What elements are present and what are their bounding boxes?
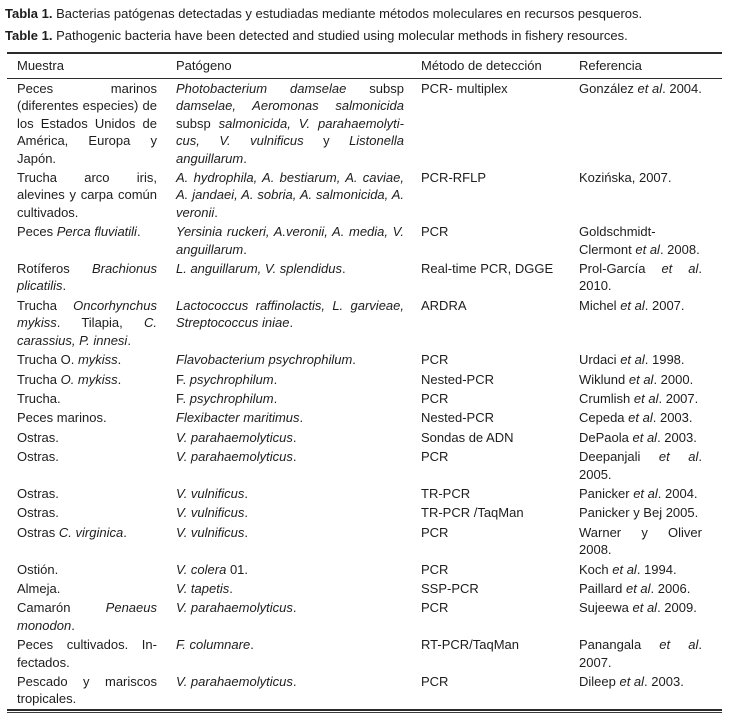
cell-muestra: Trucha O. mykiss. (17, 371, 122, 387)
cell-metodo: PCR-RFLP (421, 170, 487, 186)
cell-patogeno: F. columnare. (176, 637, 254, 653)
cell-metodo: ARDRA (421, 297, 467, 313)
cell-patogeno: Photobacterium damselae subsp damselae, Aeromonas salmonicida subsp salmonicida, V. parahaemolyticus, V. vulnificus y Listonella anguillarum. (176, 81, 404, 166)
cell-metodo: Sondas de ADN (421, 429, 514, 445)
cell-referencia: DePaola et al. 2003. (579, 429, 697, 445)
table-row (7, 296, 722, 350)
caption-spanish-text: Bacterias patógenas detectadas y estudiadas mediante métodos moleculares en recursos pesqueros. (56, 6, 643, 21)
table-row (7, 389, 722, 408)
cell-metodo: PCR (421, 524, 449, 540)
cell-referencia: Deepanjali et al. 2005. (579, 449, 702, 482)
cell-patogeno: F. psychrophilum. (176, 371, 278, 387)
cell-metodo: PCR (421, 224, 449, 240)
column-header-referencia: Referencia (578, 53, 722, 79)
cell-referencia: Panicker y Bej 2005. (579, 505, 699, 521)
cell-patogeno: Flexibacter maritimus. (176, 410, 304, 426)
cell-metodo: PCR (421, 600, 449, 616)
cell-patogeno: V. parahaemolyticus. (176, 429, 297, 445)
column-header-patogeno: Patógeno (175, 53, 420, 79)
cell-metodo: PCR (421, 674, 449, 689)
table-row (7, 350, 722, 369)
caption-english (5, 28, 726, 44)
cell-referencia: Warner y Oliver 2008. (579, 524, 702, 558)
cell-referencia: Panicker et al. 2004. (579, 485, 698, 501)
cell-patogeno: V. vulnificus. (176, 485, 249, 501)
cell-patogeno: V. parahaemolyticus. (176, 449, 297, 465)
cell-metodo: TR-PCR /TaqMan (421, 505, 524, 521)
cell-metodo: Nested-PCR (421, 410, 494, 426)
caption-english-text: Pathogenic bacteria have been detected and studied using molecular methods in fishery resources. (56, 28, 628, 43)
table-header (7, 53, 722, 79)
table-row (7, 560, 722, 579)
cell-patogeno: V. vulnificus. (176, 524, 249, 540)
cell-muestra: Trucha. (17, 390, 61, 406)
cell-patogeno: A. hydrophila, A. bestiarum, A. caviae, A. jandaei, A. sobria, A. salmonicida, A. veronii. (176, 170, 404, 220)
cell-referencia: Prol-García et al. 2010. (579, 261, 702, 294)
table-row (7, 579, 722, 598)
cell-muestra: Peces marinos. (17, 410, 107, 426)
table-row (7, 672, 722, 710)
table-row (7, 523, 722, 560)
cell-referencia: Koch et al. 1994. (579, 561, 677, 577)
cell-referencia: Panangala et al. 2007. (579, 637, 703, 670)
cell-patogeno: V. parahaemolyticus. (176, 600, 297, 616)
table-row (7, 222, 722, 259)
cell-metodo: PCR- multiplex (421, 81, 508, 96)
cell-referencia: González et al. 2004. (579, 81, 702, 96)
cell-referencia: Dileep et al. 2003. (579, 674, 684, 689)
table-row (7, 79, 722, 169)
cell-muestra: Ostras. (17, 429, 59, 445)
cell-metodo: PCR (421, 390, 449, 406)
cell-muestra: Ostras. (17, 505, 59, 521)
table-row (7, 447, 722, 484)
table-row (7, 259, 722, 296)
cell-muestra: Ostras C. virginica. (17, 524, 127, 540)
table-header-row (7, 53, 722, 79)
cell-metodo: Nested-PCR (421, 371, 494, 387)
cell-muestra: Peces marinos (diferentes especies) de los Estados Unidos de América, Europa y Japón. (17, 81, 157, 166)
cell-muestra: Trucha O. mykiss. (17, 352, 122, 368)
caption-spanish-label: Tabla 1. (5, 6, 53, 21)
table-row (7, 484, 722, 503)
cell-patogeno: Yersinia ruckeri, A.veronii, A. media, V. anguillarum. (176, 224, 404, 257)
cell-muestra: Ostras. (17, 485, 59, 501)
cell-metodo: TR-PCR (421, 485, 471, 501)
table-row (7, 598, 722, 635)
cell-metodo: SSP-PCR (421, 580, 479, 596)
cell-muestra: Pescado y mariscos tropicales. (17, 674, 157, 707)
cell-metodo: Real-time PCR, DGGE (421, 261, 554, 277)
cell-metodo: PCR (421, 561, 449, 577)
table-row (7, 168, 722, 222)
cell-referencia: Urdaci et al. 1998. (579, 352, 685, 368)
cell-patogeno: Lactococcus raffinolactis, L. garvieae, Streptococcus iniae. (176, 297, 404, 331)
cell-metodo: RT-PCR/TaqMan (421, 637, 520, 653)
cell-referencia: Sujeewa et al. 2009. (579, 600, 697, 616)
cell-patogeno: V. tapetis. (176, 580, 233, 596)
cell-referencia: Michel et al. 2007. (579, 297, 685, 313)
cell-patogeno: V. colera 01. (176, 561, 249, 577)
cell-muestra: Ostión. (17, 561, 59, 577)
table-body (7, 79, 722, 710)
cell-muestra: Camarón Penaeus monodon. (17, 600, 157, 633)
cell-muestra: Trucha arco iris, alevines y carpa común cultivados. (17, 170, 157, 220)
cell-referencia: Cepeda et al. 2003. (579, 410, 693, 426)
column-header-muestra: Muestra (7, 53, 175, 79)
cell-muestra: Rotíferos Brachionus plicatilis. (17, 261, 157, 294)
cell-patogeno: L. anguillarum, V. splendidus. (176, 261, 346, 277)
caption-spanish (5, 6, 726, 22)
cell-muestra: Peces cultivados. Infectados. (17, 637, 157, 670)
caption-english-label: Table 1. (5, 28, 53, 43)
cell-metodo: PCR (421, 352, 449, 368)
cell-patogeno: V. vulnificus. (176, 505, 249, 521)
table-row (7, 635, 722, 672)
cell-muestra: Almeja. (17, 580, 61, 596)
cell-referencia: Kozińska, 2007. (579, 170, 672, 186)
table-row (7, 370, 722, 389)
cell-referencia: Crumlish et al. 2007. (579, 390, 699, 406)
cell-referencia: Wiklund et al. 2000. (579, 371, 694, 387)
cell-patogeno: Flavobacterium psychrophilum. (176, 352, 356, 368)
cell-referencia: Paillard et al. 2006. (579, 580, 691, 596)
cell-metodo: PCR (421, 449, 449, 465)
column-header-metodo: Método de detección (420, 53, 578, 79)
cell-muestra: Ostras. (17, 449, 59, 465)
cell-patogeno: V. parahaemolyticus. (176, 674, 297, 689)
table-row (7, 503, 722, 522)
table-row (7, 428, 722, 447)
cell-referencia: Goldschmidt-Clermont et al. 2008. (579, 224, 700, 257)
cell-patogeno: F. psychrophilum. (176, 390, 278, 406)
table-row (7, 408, 722, 427)
cell-muestra: Peces Perca fluviatili. (17, 224, 141, 240)
cell-muestra: Trucha Oncorhynchus mykiss. Tilapia, C. carassius, P. innesi. (17, 297, 157, 348)
bacteria-table (7, 52, 722, 711)
